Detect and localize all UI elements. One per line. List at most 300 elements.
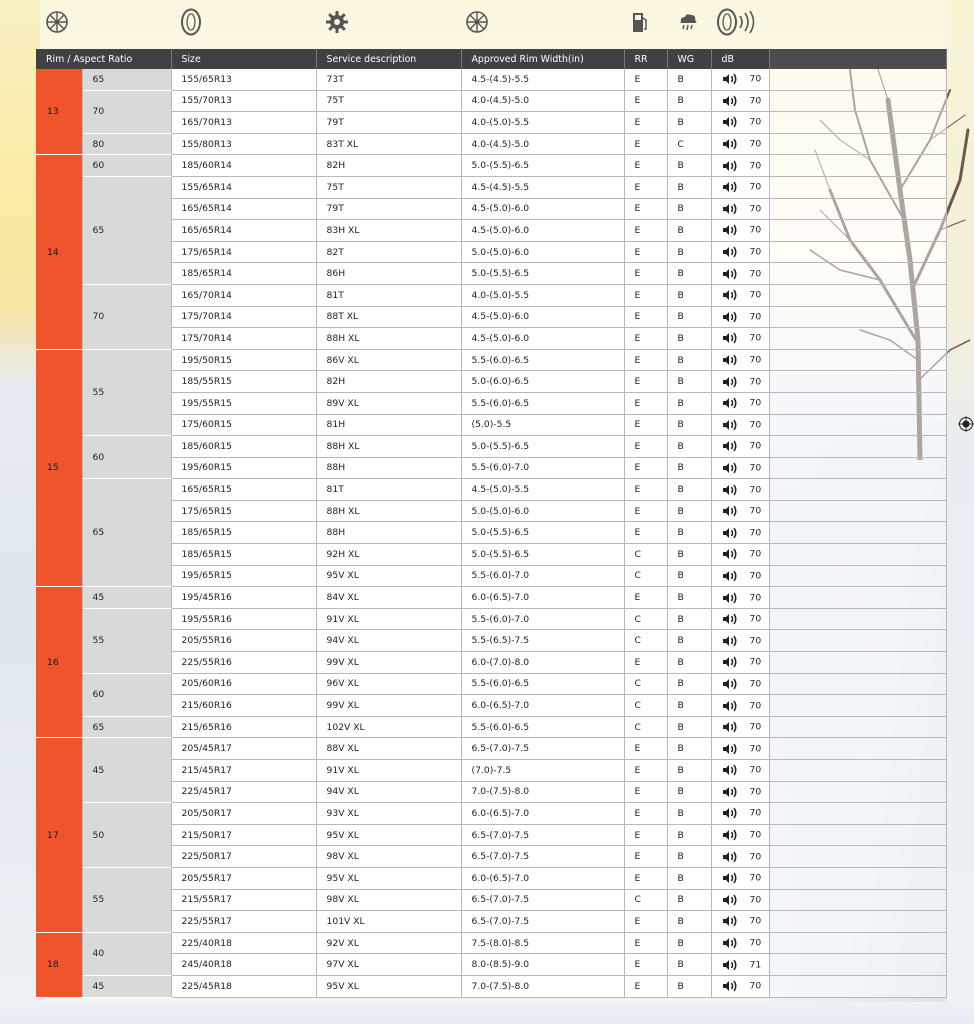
blank-cell [769,911,946,933]
db-cell [711,954,769,976]
db-cell [711,716,769,738]
wg-cell: B [667,760,711,782]
size-cell: 155/70R13 [171,90,316,112]
wg-cell: B [667,263,711,285]
db-cell [711,241,769,263]
db-cell [711,414,769,436]
speaker-icon [722,72,738,86]
rr-cell: C [624,695,667,717]
db-value: 70 [749,548,762,560]
table-row [36,587,946,609]
db-value: 70 [749,851,762,863]
wg-cell: B [667,112,711,134]
db-value: 70 [749,160,762,172]
service-cell: 96V XL [316,673,461,695]
service-cell: 101V XL [316,911,461,933]
table-row [36,133,946,155]
aspect-ratio-cell: 65 [82,479,171,587]
rr-cell: E [624,414,667,436]
rim-width-cell: 4.5-(4.5)-5.5 [461,176,624,198]
rr-cell: C [624,565,667,587]
db-value: 70 [749,376,762,388]
table-row [36,652,946,674]
service-cell: 88H XL [316,500,461,522]
table-row [36,975,946,997]
db-value: 70 [749,592,762,604]
size-cell: 225/50R17 [171,846,316,868]
speaker-icon [722,483,738,497]
blank-cell [769,824,946,846]
wg-cell: B [667,457,711,479]
rr-cell: E [624,457,667,479]
table-row [36,846,946,868]
rr-cell: E [624,112,667,134]
db-value: 70 [749,764,762,776]
rim-size-cell: 13 [36,69,82,155]
db-cell [711,760,769,782]
db-value: 70 [749,73,762,85]
rr-cell: E [624,155,667,177]
table-row [36,436,946,458]
wg-cell: B [667,220,711,242]
service-cell: 75T [316,176,461,198]
table-row [36,220,946,242]
blank-cell [769,112,946,134]
speaker-icon [722,159,738,173]
size-cell: 215/60R16 [171,695,316,717]
db-value: 70 [749,332,762,344]
wg-cell: B [667,500,711,522]
aspect-ratio-cell: 55 [82,867,171,932]
size-cell: 175/70R14 [171,306,316,328]
service-cell: 95V XL [316,975,461,997]
rim-width-cell: 6.0-(6.5)-7.0 [461,867,624,889]
blank-cell [769,544,946,566]
wg-cell: B [667,349,711,371]
speaker-icon [722,655,738,669]
wg-cell: B [667,608,711,630]
rim-width-cell: 5.0-(5.5)-6.5 [461,522,624,544]
blank-cell [769,565,946,587]
rim-width-cell: 6.5-(7.0)-7.5 [461,846,624,868]
size-cell: 195/60R15 [171,457,316,479]
service-cell: 95V XL [316,824,461,846]
size-cell: 205/55R16 [171,630,316,652]
blank-cell [769,133,946,155]
db-cell [711,587,769,609]
size-cell: 175/60R15 [171,414,316,436]
service-gear-icon [325,10,349,34]
col-header-wg: WG [667,49,711,69]
table-row [36,867,946,889]
db-cell [711,867,769,889]
db-cell [711,349,769,371]
service-cell: 91V XL [316,760,461,782]
db-cell [711,457,769,479]
speaker-icon [722,677,738,691]
service-cell: 82H [316,371,461,393]
speaker-icon [722,375,738,389]
wg-cell: B [667,479,711,501]
blank-cell [769,975,946,997]
db-value: 70 [749,721,762,733]
rim-size-cell: 17 [36,738,82,932]
rr-cell: E [624,846,667,868]
service-cell: 94V XL [316,781,461,803]
speaker-icon [722,267,738,281]
size-cell: 195/50R15 [171,349,316,371]
size-cell: 155/65R14 [171,176,316,198]
blank-cell [769,587,946,609]
db-cell [711,69,769,90]
size-cell: 215/65R16 [171,716,316,738]
size-cell: 225/40R18 [171,932,316,954]
rim-width-cell: (5.0)-5.5 [461,414,624,436]
db-cell [711,392,769,414]
service-cell: 79T [316,198,461,220]
db-cell [711,695,769,717]
blank-cell [769,673,946,695]
blank-cell [769,436,946,458]
table-row [36,781,946,803]
rim-width-cell: 6.5-(7.0)-7.5 [461,911,624,933]
rr-cell: C [624,889,667,911]
wg-cell: B [667,911,711,933]
rr-cell: E [624,824,667,846]
wg-cell: B [667,436,711,458]
db-value: 70 [749,635,762,647]
wg-cell: B [667,522,711,544]
db-value: 70 [749,743,762,755]
rim-width-cell: 4.5-(4.5)-5.5 [461,69,624,90]
service-cell: 75T [316,90,461,112]
db-cell [711,544,769,566]
rim-width-cell: (7.0)-7.5 [461,760,624,782]
rim-width-cell: 6.0-(6.5)-7.0 [461,803,624,825]
service-cell: 79T [316,112,461,134]
size-cell: 225/55R17 [171,911,316,933]
service-cell: 95V XL [316,867,461,889]
rim-width-cell: 5.0-(5.5)-6.5 [461,436,624,458]
table-row [36,911,946,933]
rr-cell: E [624,241,667,263]
rim-width-cell: 6.0-(6.5)-7.0 [461,695,624,717]
size-cell: 165/70R14 [171,284,316,306]
blank-cell [769,198,946,220]
db-cell [711,673,769,695]
rim-width-cell: 4.5-(5.0)-6.0 [461,306,624,328]
wg-cell: B [667,198,711,220]
aspect-ratio-cell: 45 [82,587,171,609]
blank-cell [769,846,946,868]
registration-mark-icon [958,416,974,432]
col-header-db: dB [711,49,769,69]
speaker-icon [722,871,738,885]
rim-width-cell: 6.0-(6.5)-7.0 [461,587,624,609]
size-cell: 185/60R14 [171,155,316,177]
rim-width-cell: 6.5-(7.0)-7.5 [461,824,624,846]
db-cell [711,436,769,458]
rr-cell: E [624,867,667,889]
db-cell [711,176,769,198]
speaker-icon [722,914,738,928]
service-cell: 82T [316,241,461,263]
speaker-icon [722,461,738,475]
service-cell: 81T [316,479,461,501]
db-value: 70 [749,138,762,150]
db-value: 70 [749,894,762,906]
speaker-icon [722,310,738,324]
db-value: 70 [749,203,762,215]
size-cell: 185/60R15 [171,436,316,458]
db-value: 70 [749,505,762,517]
speaker-icon [722,591,738,605]
wg-cell: B [667,846,711,868]
table-row [36,198,946,220]
db-cell [711,306,769,328]
rr-cell: E [624,500,667,522]
service-cell: 95V XL [316,565,461,587]
blank-cell [769,220,946,242]
rim-width-cell: 4.5-(5.0)-6.0 [461,220,624,242]
db-cell [711,781,769,803]
table-row [36,176,946,198]
db-value: 70 [749,224,762,236]
rim-width-cell: 6.0-(7.0)-8.0 [461,652,624,674]
wg-cell: B [667,371,711,393]
aspect-ratio-cell: 55 [82,608,171,673]
speaker-icon [722,94,738,108]
service-cell: 88H XL [316,328,461,350]
db-value: 70 [749,570,762,582]
rr-cell: E [624,652,667,674]
wg-cell: B [667,803,711,825]
table-row [36,760,946,782]
rim-width-cell: 4.0-(5.0)-5.5 [461,112,624,134]
rr-cell: E [624,932,667,954]
speaker-icon [722,634,738,648]
wg-cell: B [667,652,711,674]
blank-cell [769,954,946,976]
db-cell [711,155,769,177]
wg-cell: B [667,392,711,414]
service-cell: 98V XL [316,846,461,868]
rim-width-cell: 4.0-(4.5)-5.0 [461,133,624,155]
blank-cell [769,695,946,717]
rim-width-cell: 5.5-(6.0)-6.5 [461,392,624,414]
rr-cell: C [624,716,667,738]
speaker-icon [722,331,738,345]
table-row [36,738,946,760]
db-value: 70 [749,915,762,927]
db-value: 70 [749,440,762,452]
db-cell [711,328,769,350]
service-cell: 81H [316,414,461,436]
size-cell: 205/50R17 [171,803,316,825]
table-row [36,932,946,954]
size-cell: 175/70R14 [171,328,316,350]
aspect-ratio-cell: 50 [82,803,171,868]
table-row [36,241,946,263]
blank-cell [769,738,946,760]
db-value: 70 [749,419,762,431]
db-cell [711,652,769,674]
rim-width-cell: 5.5-(6.0)-7.0 [461,457,624,479]
db-cell [711,911,769,933]
aspect-ratio-cell: 55 [82,349,171,435]
wg-cell: B [667,738,711,760]
rr-cell: E [624,760,667,782]
wg-cell: B [667,781,711,803]
wg-cell: B [667,889,711,911]
rim-width-cell: 5.5-(6.0)-6.5 [461,673,624,695]
aspect-ratio-cell: 70 [82,90,171,133]
blank-cell [769,716,946,738]
db-cell [711,522,769,544]
speaker-icon [722,936,738,950]
service-cell: 93V XL [316,803,461,825]
size-cell: 215/45R17 [171,760,316,782]
wg-cell: B [667,932,711,954]
table-row [36,673,946,695]
size-cell: 165/65R15 [171,479,316,501]
table-row [36,954,946,976]
fuel-pump-icon [631,10,649,34]
aspect-ratio-cell: 65 [82,716,171,738]
service-cell: 86H [316,263,461,285]
db-cell [711,889,769,911]
wg-cell: B [667,241,711,263]
service-cell: 88V XL [316,738,461,760]
col-header-size: Size [171,49,316,69]
db-cell [711,90,769,112]
wet-grip-cloud-icon [676,10,700,34]
service-cell: 88H [316,457,461,479]
speaker-icon [722,979,738,993]
wg-cell: B [667,954,711,976]
rim-size-cell: 16 [36,587,82,738]
rim-width-cell: 5.5-(6.5)-7.5 [461,630,624,652]
speaker-icon [722,115,738,129]
table-row [36,306,946,328]
db-value: 70 [749,613,762,625]
rim-width-cell: 4.5-(5.0)-6.0 [461,198,624,220]
aspect-ratio-cell: 40 [82,932,171,975]
rim-width-cell: 7.5-(8.0)-8.5 [461,932,624,954]
db-value: 70 [749,786,762,798]
noise-tyre-icon [716,8,758,36]
speaker-icon [722,742,738,756]
rim-size-cell: 15 [36,349,82,587]
db-cell [711,371,769,393]
blank-cell [769,803,946,825]
service-cell: 92V XL [316,932,461,954]
db-value: 70 [749,116,762,128]
table-row [36,112,946,134]
aspect-ratio-cell: 65 [82,176,171,284]
col-header-service: Service description [316,49,461,69]
db-value: 70 [749,678,762,690]
wg-cell: B [667,630,711,652]
rr-cell: E [624,220,667,242]
size-cell: 175/65R14 [171,241,316,263]
table-row [36,522,946,544]
db-cell [711,500,769,522]
db-value: 70 [749,246,762,258]
rr-cell: E [624,263,667,285]
rim-width-cell: 7.0-(7.5)-8.0 [461,975,624,997]
size-cell: 195/55R16 [171,608,316,630]
blank-cell [769,630,946,652]
wg-cell: B [667,155,711,177]
blank-cell [769,241,946,263]
db-cell [711,263,769,285]
blank-cell [769,69,946,90]
speaker-icon [722,396,738,410]
db-cell [711,284,769,306]
rr-cell: E [624,284,667,306]
aspect-ratio-cell: 80 [82,133,171,155]
rr-cell: E [624,479,667,501]
service-cell: 97V XL [316,954,461,976]
rr-cell: E [624,436,667,458]
rim-width-cell: 5.5-(6.0)-7.0 [461,565,624,587]
rim-size-cell: 18 [36,932,82,997]
size-cell: 195/45R16 [171,587,316,609]
blank-cell [769,284,946,306]
wg-cell: B [667,587,711,609]
wg-cell: B [667,90,711,112]
wheel-rim-icon [45,10,69,34]
size-cell: 215/55R17 [171,889,316,911]
blank-cell [769,349,946,371]
db-value: 70 [749,937,762,949]
size-cell: 185/65R15 [171,522,316,544]
speaker-icon [722,223,738,237]
db-value: 70 [749,872,762,884]
aspect-ratio-cell: 45 [82,738,171,803]
size-cell: 155/65R13 [171,69,316,90]
db-value: 70 [749,268,762,280]
db-value: 70 [749,527,762,539]
service-cell: 86V XL [316,349,461,371]
blank-cell [769,889,946,911]
service-cell: 88H [316,522,461,544]
table-row [36,328,946,350]
rim-width-cell: 5.5-(6.0)-6.5 [461,716,624,738]
rim-width-cell: 5.0-(5.5)-6.5 [461,544,624,566]
speaker-icon [722,547,738,561]
service-cell: 82H [316,155,461,177]
db-value: 70 [749,354,762,366]
speaker-icon [722,180,738,194]
wg-cell: B [667,716,711,738]
db-value: 70 [749,829,762,841]
rim-width-cell: 5.0-(5.0)-6.0 [461,500,624,522]
db-value: 70 [749,311,762,323]
rim-width-cell: 4.0-(4.5)-5.0 [461,90,624,112]
wg-cell: B [667,176,711,198]
db-cell [711,738,769,760]
size-cell: 175/65R15 [171,500,316,522]
db-cell [711,220,769,242]
rr-cell: E [624,198,667,220]
rim-width-cell: 5.5-(6.0)-7.0 [461,608,624,630]
db-cell [711,479,769,501]
size-cell: 185/55R15 [171,371,316,393]
db-value: 70 [749,656,762,668]
blank-cell [769,176,946,198]
